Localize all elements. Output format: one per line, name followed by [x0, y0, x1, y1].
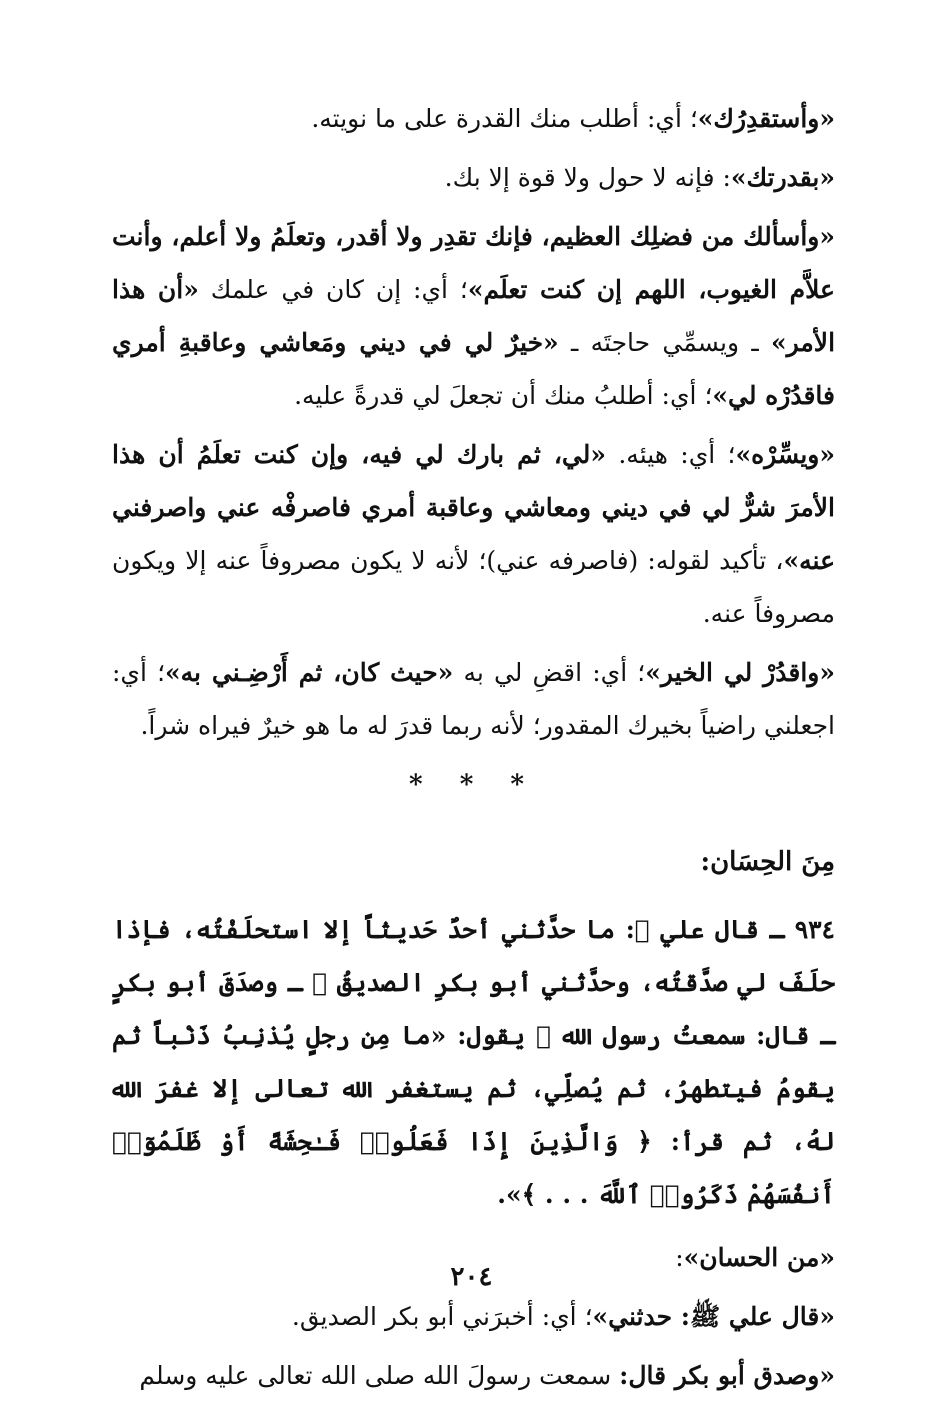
note-qala-ali	[112, 1290, 835, 1343]
explanation-text: ـ ويسمِّي حاجتَه ـ	[558, 328, 771, 357]
explanation-text: ، تأكيد لقوله: (فاصرفه عني)؛ لأنه لا يكون مصروفاً عنه إلا ويكون مصروفاً عنه.	[112, 546, 835, 628]
explanation-text: ؛ أي: أخبرَني أبو بكر الصديق.	[291, 1302, 593, 1331]
explanation-text: ؛ أي: اجعلني راضياً بخيرك المقدور؛ لأنه ربما قدرَ له ما هو خيرٌ فيراه شراً.	[112, 658, 835, 740]
quran-verse: ﴿ وَالَّذِينَ إِذَا فَعَلُوا۟ فَـٰحِشَةً أَوْ ظَلَمُوٓا۟ أَنفُسَهُمْ ذَكَرُوا۟ ٱللَّهَ . . . ﴾	[112, 1127, 835, 1209]
quoted-phrase: «لي، ثم بارك لي فيه، وإن كنت تعلَمُ أن هذا الأمرَ شرٌّ لي في ديني ومعاشي وعاقبة أمري فاصرفْه عني واصرفني عنه»	[112, 440, 835, 575]
paragraph-biqudratika	[112, 151, 835, 204]
quoted-phrase: «خيرٌ لي في ديني ومَعاشي وعاقبةِ أمري فاقدُرْه لي»	[112, 328, 835, 410]
paragraph-yassirhu	[112, 428, 835, 640]
quoted-phrase: «قال علي ﷺ: حدثني»	[592, 1302, 835, 1331]
hadith-text: ٩٣٤ ـ قال علي ﷺ: ما حدَّثني أحدٌ حَديثاً إلا استحلَفْتُه، فإذا حلَفَ لي صدَّقتُه، وحدَّثني أبو بكرِ الصديقُ ﷺ ـ وصدَقَ أبو بكرٍ ـ قال: سمعتُ رسول الله ﷺ يقول: «ما مِن رجلٍ يُذنِبُ ذَنْباً ثم يقومُ فيتطهرُ، ثم يُصلِّي، ثم يستغفر الله تعالى إلا غفرَ الله لهُ، ثم قرأ:	[112, 915, 835, 1156]
quoted-phrase: «وأستقدِرُك»	[697, 104, 835, 133]
explanation-text: ؛ أي: أطلب منك القدرة على ما نويته.	[311, 104, 698, 133]
section-heading: مِنَ الحِسَان:	[700, 847, 835, 877]
explanation-text: سمعت رسولَ الله صلى الله تعالى عليه وسلم	[139, 1361, 620, 1390]
paragraph-astaqdiruka	[112, 92, 835, 145]
explanation-text: ؛ أي: هيئه.	[606, 440, 736, 469]
explanation-text: :	[675, 1243, 684, 1272]
explanation-text: ؛ أي: أطلبُ منك أن تجعلَ لي قدرةً عليه.	[294, 381, 713, 410]
section-separator: * * *	[409, 770, 538, 800]
quoted-phrase: «واقدُرْ لي الخير»	[645, 658, 835, 687]
quoted-phrase: «وأسألك من فضلِك العظيم، فإنك تقدِر ولا أقدر، وتعلَمُ ولا أعلم، وأنت علاَّم الغيوب، اللهم إن كنت تعلَم»	[112, 222, 835, 304]
page-number: ٢٠٤	[450, 1262, 493, 1292]
paragraph-asaluka	[112, 210, 835, 422]
explanation-text: : فإنه لا حول ولا قوة إلا بك.	[444, 163, 731, 192]
explanation-text: ؛ أي: إن كان في علمك	[198, 275, 468, 304]
quoted-phrase: «وصدق أبو بكر قال:	[619, 1361, 835, 1390]
paragraph-waqdur	[112, 646, 835, 752]
quoted-phrase: «بقدرتك»	[730, 163, 835, 192]
note-wasadaqa	[112, 1349, 835, 1402]
quoted-phrase: «حيث كان، ثم أَرْضِـني به»	[165, 658, 454, 687]
quoted-phrase: «من الحسان»	[683, 1243, 835, 1272]
hadith-end: ».	[497, 1180, 522, 1209]
explanation-text: ؛ أي: اقضِ لي به	[453, 658, 646, 687]
quoted-phrase: «ويسِّرْه»	[735, 440, 835, 469]
quoted-phrase: «أن هذا الأمر»	[112, 275, 836, 357]
hadith-paragraph	[112, 903, 835, 1221]
